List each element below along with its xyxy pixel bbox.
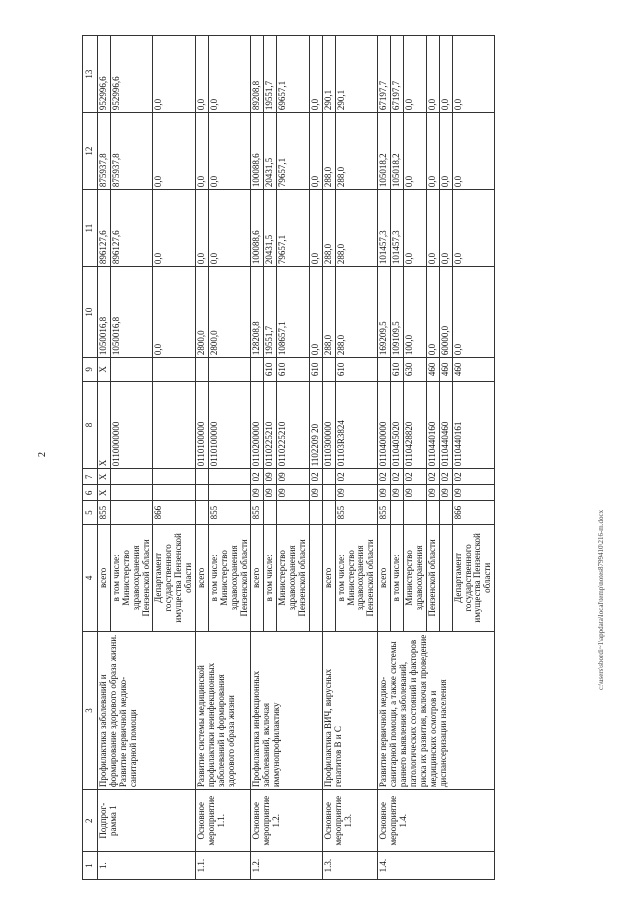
cell-c5: 855 xyxy=(335,501,378,525)
cell-c10: 2800,0 xyxy=(208,267,251,358)
cell-c6: 09 xyxy=(264,485,277,501)
cell-c8: 1102209 20 xyxy=(309,381,322,469)
cell-c5 xyxy=(439,501,452,525)
row-type: Основное мероприятие 1.4. xyxy=(378,790,495,852)
cell-c11: 0,0 xyxy=(404,190,427,267)
cell-c10: 109109,5 xyxy=(391,267,404,358)
cell-c8: 0110200000 xyxy=(251,381,264,469)
cell-c9 xyxy=(208,358,251,382)
cell-c6 xyxy=(196,485,209,501)
cell-c13: 67197,7 xyxy=(391,36,404,113)
table-row xyxy=(98,36,111,880)
cell-c11: 20431,5 xyxy=(264,190,277,267)
cell-c5 xyxy=(391,501,404,525)
cell-c13: 0,0 xyxy=(196,36,209,113)
cell-c12: 0,0 xyxy=(426,113,439,190)
header-row xyxy=(83,36,98,880)
cell-c10: 0,0 xyxy=(153,267,196,358)
cell-c11: 0,0 xyxy=(196,190,209,267)
cell-c8: 0110300000 xyxy=(322,381,335,469)
cell-c11: 288,0 xyxy=(322,190,335,267)
cell-c13: 67197,7 xyxy=(378,36,391,113)
cell-c13: 952996,6 xyxy=(110,36,153,113)
cell-c6 xyxy=(110,485,153,501)
cell-c4: всего xyxy=(251,524,264,631)
cell-c4 xyxy=(309,524,322,631)
cell-c11: 896127,6 xyxy=(110,190,153,267)
table-row xyxy=(251,36,264,880)
cell-c6: X xyxy=(98,485,111,501)
cell-c10: 288,0 xyxy=(322,267,335,358)
cell-c7: 02 xyxy=(251,469,264,485)
cell-c10: 169209,5 xyxy=(378,267,391,358)
row-name: Профилактика ВИЧ, вирусных гепатитов В и С xyxy=(322,631,377,789)
cell-c9: 610 xyxy=(264,358,277,382)
cell-c4: в том числе: Министерство здравоохранения Пензенской области xyxy=(110,524,153,631)
cell-c12: 100088,6 xyxy=(251,113,264,190)
cell-c12: 0,0 xyxy=(404,113,427,190)
cell-c8: 0110000000 xyxy=(110,381,153,469)
file-path-footer: c:\users\sbordi~1\appdata\local\temp\notes8799410\216-m.docx xyxy=(597,509,605,690)
cell-c7: 02 xyxy=(439,469,452,485)
header-cell: 1 xyxy=(83,852,98,880)
cell-c9 xyxy=(322,358,335,382)
cell-c8: 01103R3824 xyxy=(335,381,378,469)
cell-c4: в том числе: Министерство здравоохранения Пензенской области xyxy=(335,524,378,631)
cell-c9: 460 xyxy=(439,358,452,382)
cell-c5 xyxy=(196,501,209,525)
page-number: 2 xyxy=(37,452,48,457)
cell-c8: 0110225210 xyxy=(264,381,277,469)
header-cell: 12 xyxy=(83,113,98,190)
cell-c8: 0110225210 xyxy=(277,381,310,469)
row-number: 1.1. xyxy=(196,852,251,880)
cell-c5: 855 xyxy=(208,501,251,525)
cell-c5: 855 xyxy=(98,501,111,525)
cell-c9: 610 xyxy=(309,358,322,382)
cell-c12: 288,0 xyxy=(322,113,335,190)
row-type: Основное мероприятие 1.2. xyxy=(251,790,322,852)
cell-c6: 09 xyxy=(277,485,310,501)
cell-c9 xyxy=(196,358,209,382)
cell-c11: 0,0 xyxy=(309,190,322,267)
cell-c12: 79657,1 xyxy=(277,113,310,190)
cell-c4: всего xyxy=(196,524,209,631)
cell-c13: 0,0 xyxy=(439,36,452,113)
row-type: Основное мероприятие 1.3. xyxy=(322,790,377,852)
cell-c6: 09 xyxy=(426,485,439,501)
cell-c10: 2800,0 xyxy=(196,267,209,358)
cell-c6: 09 xyxy=(391,485,404,501)
cell-c12: 20431,5 xyxy=(264,113,277,190)
cell-c5 xyxy=(309,501,322,525)
cell-c5 xyxy=(426,501,439,525)
cell-c12: 0,0 xyxy=(153,113,196,190)
row-type: Подпрог-рамма 1 xyxy=(98,790,196,852)
row-name: Развитие системы медицинской профилактики неинфекционных заболеваний и формирования здорового образа жизни xyxy=(196,631,251,789)
cell-c7: X xyxy=(98,469,111,485)
cell-c12: 105018,2 xyxy=(378,113,391,190)
cell-c7 xyxy=(153,469,196,485)
cell-c9 xyxy=(251,358,264,382)
cell-c6: 09 xyxy=(404,485,427,501)
budget-table xyxy=(82,35,495,880)
cell-c4: в том числе: xyxy=(264,524,277,631)
header-cell: 6 xyxy=(83,485,98,501)
cell-c12: 0,0 xyxy=(439,113,452,190)
cell-c12: 0,0 xyxy=(208,113,251,190)
cell-c8: X xyxy=(98,381,111,469)
cell-c4: Департамент государственного имущества Пензенской области xyxy=(153,524,196,631)
cell-c13: 0,0 xyxy=(426,36,439,113)
cell-c6 xyxy=(322,485,335,501)
table-row xyxy=(378,36,391,880)
cell-c4: всего xyxy=(322,524,335,631)
cell-c8: 0110400000 xyxy=(378,381,391,469)
row-number: 1.4. xyxy=(378,852,495,880)
row-number: 1. xyxy=(98,852,196,880)
cell-c6 xyxy=(208,485,251,501)
cell-c4: всего xyxy=(378,524,391,631)
cell-c10: 0,0 xyxy=(426,267,439,358)
cell-c9: 610 xyxy=(391,358,404,382)
cell-c6 xyxy=(153,485,196,501)
table-row xyxy=(322,36,335,880)
cell-c9: 610 xyxy=(277,358,310,382)
cell-c11: 101457,3 xyxy=(378,190,391,267)
cell-c10: 100,0 xyxy=(404,267,427,358)
cell-c7 xyxy=(208,469,251,485)
cell-c10: 60000,0 xyxy=(439,267,452,358)
cell-c11: 288,0 xyxy=(335,190,378,267)
cell-c12: 0,0 xyxy=(196,113,209,190)
cell-c13: 0,0 xyxy=(208,36,251,113)
cell-c13: 19551,7 xyxy=(264,36,277,113)
cell-c10: 1050016,8 xyxy=(98,267,111,358)
cell-c6: 09 xyxy=(251,485,264,501)
cell-c7: 02 xyxy=(309,469,322,485)
row-name: Профилактика заболеваний и формирование здорового образа жизни. Развитие первичной медико-санитарной помощи xyxy=(98,631,196,789)
cell-c12: 288,0 xyxy=(335,113,378,190)
header-cell: 8 xyxy=(83,381,98,469)
cell-c7 xyxy=(196,469,209,485)
cell-c11: 896127,6 xyxy=(98,190,111,267)
cell-c9 xyxy=(110,358,153,382)
header-cell: 9 xyxy=(83,358,98,382)
cell-c11: 0,0 xyxy=(208,190,251,267)
row-name: Профилактика инфекционных заболеваний, включая иммунопрофилактику xyxy=(251,631,322,789)
cell-c13: 0,0 xyxy=(404,36,427,113)
cell-c12: 105018,2 xyxy=(391,113,404,190)
cell-c11: 100088,6 xyxy=(251,190,264,267)
cell-c11: 0,0 xyxy=(452,190,495,267)
cell-c13: 952996,6 xyxy=(98,36,111,113)
cell-c11: 0,0 xyxy=(439,190,452,267)
cell-c10: 108657,1 xyxy=(277,267,310,358)
cell-c11: 0,0 xyxy=(153,190,196,267)
cell-c10: 128208,8 xyxy=(251,267,264,358)
cell-c5: 866 xyxy=(452,501,495,525)
cell-c10: 0,0 xyxy=(309,267,322,358)
cell-c7: 02 xyxy=(391,469,404,485)
header-cell: 3 xyxy=(83,631,98,789)
header-cell: 5 xyxy=(83,501,98,525)
cell-c8: 0110440161 xyxy=(452,381,495,469)
cell-c10: 0,0 xyxy=(452,267,495,358)
header-cell: 11 xyxy=(83,190,98,267)
header-cell: 10 xyxy=(83,267,98,358)
cell-c5 xyxy=(110,501,153,525)
cell-c5 xyxy=(277,501,310,525)
header-cell: 7 xyxy=(83,469,98,485)
cell-c12: 875937,8 xyxy=(98,113,111,190)
cell-c13: 0,0 xyxy=(452,36,495,113)
cell-c7: 09 xyxy=(264,469,277,485)
cell-c13: 290,1 xyxy=(335,36,378,113)
cell-c6: 09 xyxy=(452,485,495,501)
row-type: Основное мероприятие 1.1. xyxy=(196,790,251,852)
cell-c10: 1050016,8 xyxy=(110,267,153,358)
cell-c9: 630 xyxy=(404,358,427,382)
row-name: Развитие первичной медико-санитарной помощи, а также системы раннего выявления заболеваний, патологических состояний и факторов риска их развития, включая проведение медицинских осмотров и диспансеризации населения xyxy=(378,631,495,789)
cell-c4 xyxy=(439,524,452,631)
cell-c7 xyxy=(110,469,153,485)
cell-c9 xyxy=(153,358,196,382)
cell-c8: 0110100000 xyxy=(208,381,251,469)
cell-c10: 288,0 xyxy=(335,267,378,358)
cell-c8 xyxy=(153,381,196,469)
cell-c7: 02 xyxy=(335,469,378,485)
cell-c8: 0110405020 xyxy=(391,381,404,469)
cell-c4: Министерство здравоохранения xyxy=(404,524,427,631)
cell-c7: 02 xyxy=(404,469,427,485)
cell-c7 xyxy=(322,469,335,485)
cell-c11: 101457,3 xyxy=(391,190,404,267)
header-cell: 2 xyxy=(83,790,98,852)
cell-c13: 69657,1 xyxy=(277,36,310,113)
header-cell: 4 xyxy=(83,524,98,631)
cell-c6: 09 xyxy=(378,485,391,501)
cell-c9: 610 xyxy=(335,358,378,382)
cell-c8: 0110428820 xyxy=(404,381,427,469)
cell-c9: 460 xyxy=(452,358,495,382)
cell-c13: 89208,8 xyxy=(251,36,264,113)
cell-c13: 0,0 xyxy=(153,36,196,113)
cell-c12: 875937,8 xyxy=(110,113,153,190)
cell-c4: в том числе: Министерство здравоохранения Пензенской области xyxy=(208,524,251,631)
rotated-table-container xyxy=(82,35,582,880)
cell-c9 xyxy=(378,358,391,382)
cell-c10: 19551,7 xyxy=(264,267,277,358)
cell-c4: Департамент государственного имущества Пензенской области xyxy=(452,524,495,631)
cell-c4: Министерство здравоохранения Пензенской области xyxy=(277,524,310,631)
cell-c5: 855 xyxy=(378,501,391,525)
cell-c11: 79657,1 xyxy=(277,190,310,267)
cell-c7: 02 xyxy=(452,469,495,485)
cell-c13: 290,1 xyxy=(322,36,335,113)
cell-c6: 09 xyxy=(439,485,452,501)
cell-c12: 0,0 xyxy=(309,113,322,190)
cell-c5 xyxy=(322,501,335,525)
cell-c5 xyxy=(404,501,427,525)
cell-c7: 02 xyxy=(378,469,391,485)
cell-c8: 0110100000 xyxy=(196,381,209,469)
cell-c4: всего xyxy=(98,524,111,631)
cell-c7: 02 xyxy=(426,469,439,485)
cell-c6: 09 xyxy=(335,485,378,501)
cell-c9: 460 xyxy=(426,358,439,382)
row-number: 1.3. xyxy=(322,852,377,880)
cell-c7: 09 xyxy=(277,469,310,485)
cell-c4: Пензенской области xyxy=(426,524,439,631)
header-cell: 13 xyxy=(83,36,98,113)
cell-c6: 09 xyxy=(309,485,322,501)
cell-c5: 866 xyxy=(153,501,196,525)
cell-c8: 0110440460 xyxy=(439,381,452,469)
cell-c12: 0,0 xyxy=(452,113,495,190)
cell-c5: 855 xyxy=(251,501,264,525)
cell-c9: X xyxy=(98,358,111,382)
cell-c4: в том числе: xyxy=(391,524,404,631)
table-row xyxy=(196,36,209,880)
cell-c8: 0110440160 xyxy=(426,381,439,469)
row-number: 1.2. xyxy=(251,852,322,880)
cell-c13: 0,0 xyxy=(309,36,322,113)
cell-c11: 0,0 xyxy=(426,190,439,267)
cell-c5 xyxy=(264,501,277,525)
